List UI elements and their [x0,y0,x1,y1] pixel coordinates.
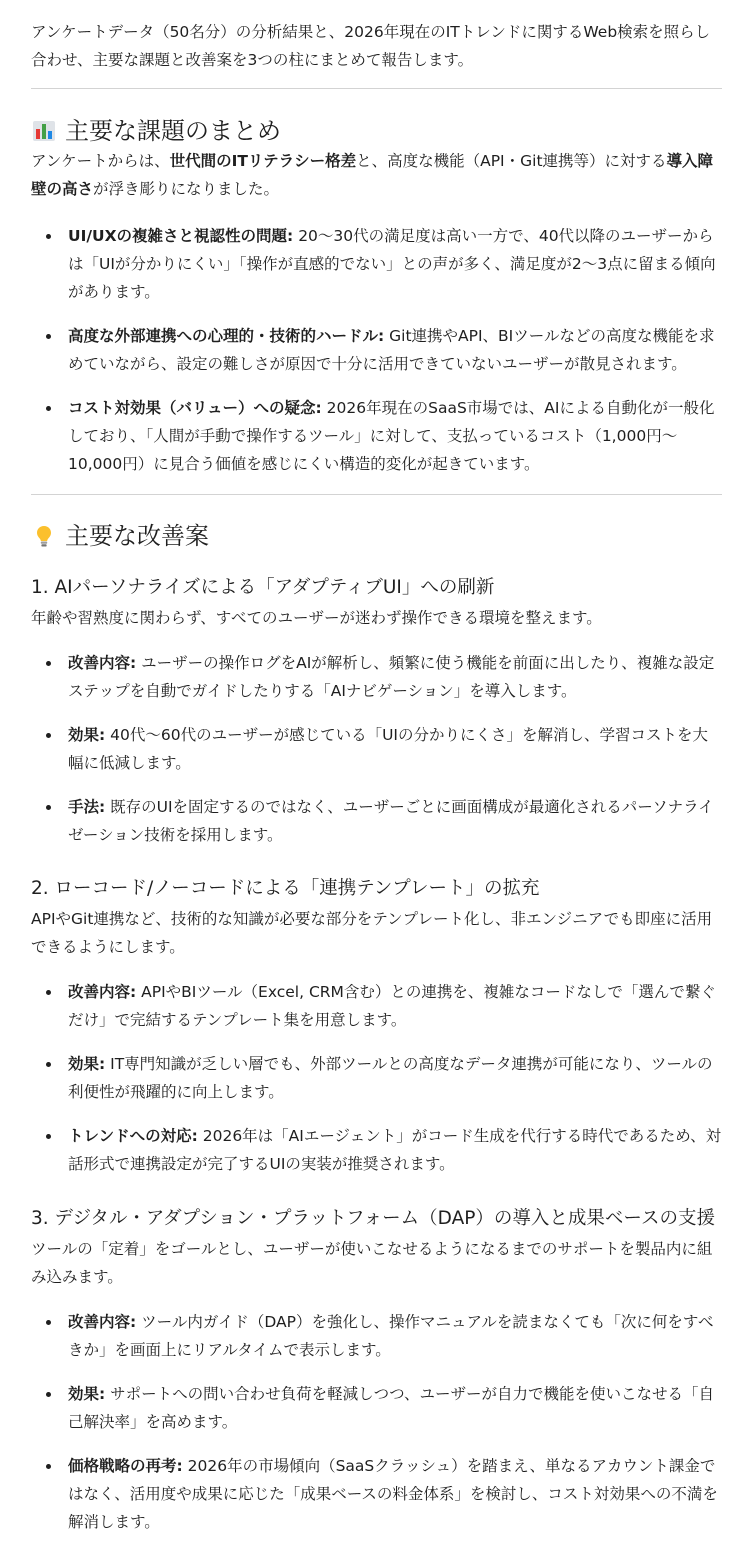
list-item [31,978,722,1034]
summary-text-1: アンケートからは、 [31,152,170,170]
intro-paragraph: アンケートデータ（50名分）の分析結果と、2026年現在のITトレンドに関するWeb検索を照らし合わせ、主要な課題と改善案を3つの柱にまとめて報告します。 [31,23,711,69]
item-label: 改善内容: [68,654,137,672]
item-label: 効果: [68,1055,106,1073]
section-3-description: ツールの「定着」をゴールとし、ユーザーが使いこなせるようになるまでのサポートを製品内に組み込みます。 [31,1240,713,1286]
list-item [31,1050,722,1106]
item-text: ツール内ガイド（DAP）を強化し、操作マニュアルを読まなくても「次に何をすべきか」を画面上にリアルタイムで表示します。 [68,1313,714,1359]
item-label: UI/UXの複雑さと視認性の問題: [68,227,294,245]
list-item [31,649,722,705]
item-text: 2026年現在のSaaS市場では、AIによる自動化が一般化しており、「人間が手動で操作するツール」に対して、支払っているコスト（1,000円〜10,000円）に見合う価値を感じにくい構造的変化が起きています。 [68,399,715,473]
item-text: 40代〜60代のユーザーが感じている「UIの分かりにくさ」を解消し、学習コストを大幅に低減します。 [68,726,708,772]
summary-bold-1: 世代間のITリテラシー格差 [169,152,357,170]
item-label: 効果: [68,726,106,744]
list-item [31,1308,722,1364]
item-label: トレンドへの対応: [68,1127,198,1145]
list-item [31,721,722,777]
summary-bold-2: 導入障壁の高さ [31,152,714,198]
item-text: 20〜30代の満足度は高い一方で、40代以降のユーザーからは「UIが分かりにくい」「操作が直感的でない」との声が多く、満足度が2〜3点に留まる傾向があります。 [68,227,716,301]
section-3-title: 3. デジタル・アダプション・プラットフォーム（DAP）の導入と成果ベースの支援 [31,1208,715,1229]
light-bulb-icon [31,523,57,549]
item-label: 手法: [68,798,106,816]
item-text: サポートへの問い合わせ負荷を軽減しつつ、ユーザーが自力で機能を使いこなせる「自己解決率」を高めます。 [68,1385,715,1431]
item-label: 価格戦略の再考: [68,1457,183,1475]
section-1-description: 年齢や習熟度に関わらず、すべてのユーザーが迷わず操作できる環境を整えます。 [31,609,602,627]
list-item [31,322,722,378]
list-item [31,1452,722,1536]
item-text: 2026年の市場傾向（SaaSクラッシュ）を踏まえ、単なるアカウント課金ではなく、活用度や成果に応じた「成果ベースの料金体系」を検討し、コスト対効果への不満を解消します。 [68,1457,718,1531]
divider [31,88,722,89]
issues-heading [31,115,722,147]
section-2-title: 2. ローコード/ノーコードによる「連携テンプレート」の拡充 [31,878,540,899]
item-label: コスト対効果（バリュー）への疑念: [68,399,322,417]
section-2-description: APIやGit連携など、技術的な知識が必要な部分をテンプレート化し、非エンジニアでも即座に活用できるようにします。 [31,910,713,956]
list-item [31,1380,722,1436]
divider [31,494,722,495]
improvements-heading [31,519,722,553]
summary-text-2: と、高度な機能（API・Git連携等）に対する [356,152,667,170]
item-label: 改善内容: [68,1313,137,1331]
item-label: 改善内容: [68,983,137,1001]
issues-heading-text: 主要な課題のまとめ [65,117,281,145]
item-text: 2026年は「AIエージェント」がコード生成を代行する時代であるため、対話形式で連携設定が完了するUIの実装が推奨されます。 [68,1127,722,1173]
section-2-list [31,978,722,1178]
item-label: 高度な外部連携への心理的・技術的ハードル: [68,327,385,345]
item-text: Git連携やAPI、BIツールなどの高度な機能を求めていながら、設定の難しさが原因で十分に活用できていないユーザーが散見されます。 [68,327,715,373]
list-item [31,793,722,849]
item-text: ユーザーの操作ログをAIが解析し、頻繁に使う機能を前面に出したり、複雑な設定ステップを自動でガイドしたりする「AIナビゲーション」を導入します。 [68,654,715,700]
section-3-list [31,1308,722,1536]
bar-chart-icon [31,119,57,143]
list-item [31,222,722,306]
item-text: APIやBIツール（Excel, CRM含む）との連携を、複雑なコードなしで「選んで繋ぐだけ」で完結するテンプレート集を用意します。 [68,983,716,1029]
item-text: IT専門知識が乏しい層でも、外部ツールとの高度なデータ連携が可能になり、ツールの利便性が飛躍的に向上します。 [68,1055,713,1101]
issues-summary [31,147,722,203]
summary-text-3: が浮き彫りになりました。 [93,180,280,198]
improvements-heading-text: 主要な改善案 [65,522,209,550]
item-text: 既存のUIを固定するのではなく、ユーザーごとに画面構成が最適化されるパーソナライゼーション技術を採用します。 [68,798,714,844]
issues-list [31,222,722,478]
section-1-list [31,649,722,849]
section-1-title: 1. AIパーソナライズによる「アダプティブUI」への刷新 [31,577,495,598]
list-item [31,1122,722,1178]
item-label: 効果: [68,1385,106,1403]
list-item [31,394,722,478]
